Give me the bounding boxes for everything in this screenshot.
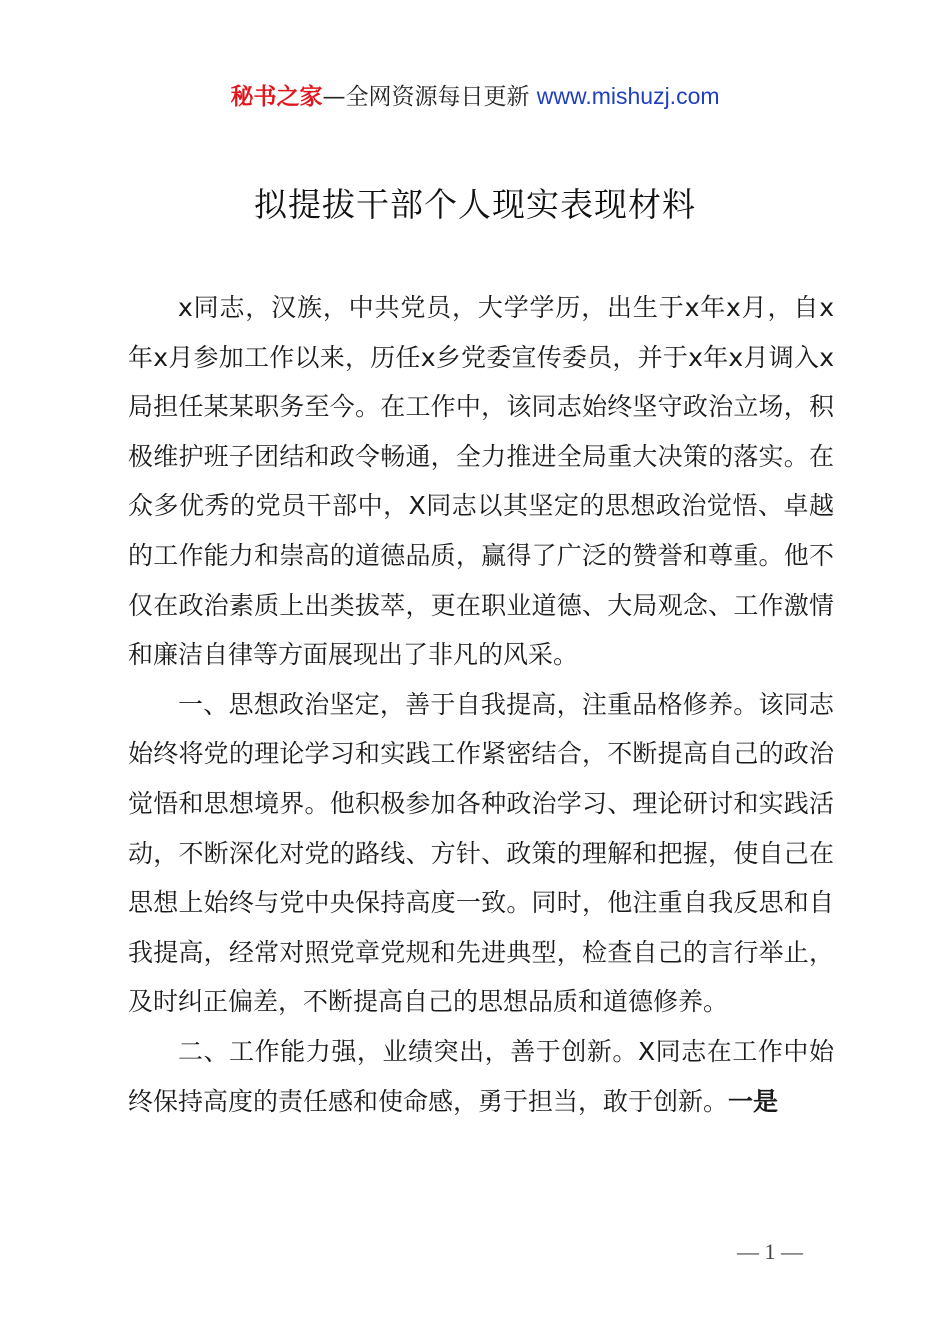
site-url-link[interactable]: www.mishuzj.com xyxy=(536,83,720,109)
paragraph-text: x同志，汉族，中共党员，大学学历，出生于x年x月，自x年x月参加工作以来，历任x乡党委宣传委员，并于x年x月调入x局担任某某职务至今。在工作中，该同志始终坚守政治立场，积极维护班子团结和政令畅通，全力推进全局重大决策的落实。在众多优秀的党员干部中，X同志以其坚定的思想政治觉悟、卓越的工作能力和崇高的道德品质，赢得了广泛的赞誉和尊重。他不仅在政治素质上出类拔萃，更在职业道德、大局观念、工作激情和廉洁自律等方面展现出了非凡的风采。 xyxy=(128,293,834,670)
site-header xyxy=(0,80,950,113)
paragraph-section-1 xyxy=(128,680,834,1027)
document-body xyxy=(128,283,834,1126)
page-number: — 1 — xyxy=(737,1239,803,1264)
paragraph-bold-lead: 一是 xyxy=(728,1086,779,1116)
site-tagline: —全网资源每日更新 xyxy=(322,84,530,110)
paragraph-intro xyxy=(128,283,834,680)
paragraph-text: 一、思想政治坚定，善于自我提高，注重品格修养。该同志始终将党的理论学习和实践工作紧密结合，不断提高自己的政治觉悟和思想境界。他积极参加各种政治学习、理论研讨和实践活动，不断深化对党的路线、方针、政策的理解和把握，使自己在思想上始终与党中央保持高度一致。同时，他注重自我反思和自我提高，经常对照党章党规和先进典型，检查自己的言行举止，及时纠正偏差，不断提高自己的思想品质和道德修养。 xyxy=(128,689,834,1017)
document-title: 拟提拔干部个人现实表现材料 xyxy=(254,185,696,224)
paragraph-text: 二、工作能力强，业绩突出，善于创新。X同志在工作中始终保持高度的责任感和使命感，勇于担当，敢于创新。 xyxy=(128,1036,834,1116)
paragraph-section-2 xyxy=(128,1027,834,1126)
site-brand: 秘书之家 xyxy=(230,84,323,110)
